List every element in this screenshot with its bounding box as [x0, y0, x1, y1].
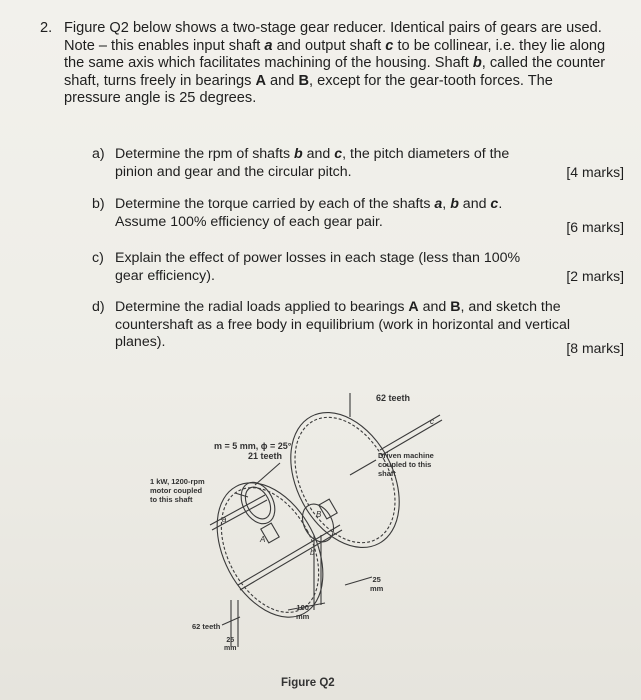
label-shaft-a: a — [222, 515, 227, 524]
text-run: c — [385, 37, 394, 54]
part-a — [92, 146, 632, 181]
part-label: a) — [92, 146, 105, 162]
large-gear-top — [269, 394, 421, 566]
text-run: . Assume 100% efficiency of each gear pair. — [115, 196, 503, 230]
text-run: , except for the gear-tooth forces. The pressure angle is 25 degrees. — [64, 72, 553, 107]
part-text — [115, 196, 545, 231]
bearing-B — [319, 499, 337, 519]
part-text — [115, 299, 575, 352]
text-run: Figure Q2 below shows a two-stage gear reducer. Identical pairs of gears are used. Note – this enables input shaft — [64, 20, 602, 54]
text-run: , and sketch the countershaft as a free body in equilibrium (work in horizontal and vertical planes). — [115, 299, 571, 351]
question-intro-text — [64, 20, 612, 108]
text-run: B — [298, 72, 309, 89]
part-marks: [4 marks] — [566, 164, 624, 180]
label-module: m = 5 mm, ϕ = 25° — [214, 441, 292, 451]
text-run: , called the counter shaft, turns freely in bearings — [64, 55, 606, 89]
label-bearing-A: A — [260, 535, 266, 544]
part-label: b) — [92, 196, 105, 212]
text-run: a — [434, 196, 443, 212]
text-run: B — [450, 299, 461, 315]
part-label: c) — [92, 250, 104, 266]
label-shaft-b: b — [310, 548, 315, 557]
text-run: and output shaft — [272, 37, 386, 54]
text-run: and — [458, 196, 491, 212]
text-run: , — [442, 196, 451, 212]
label-21-teeth: 21 teeth — [248, 451, 283, 461]
label-bearing-B: B — [316, 510, 322, 519]
figure-caption: Figure Q2 — [281, 677, 335, 689]
part-text — [115, 250, 545, 285]
text-run: and — [302, 146, 335, 162]
label-25mm-right: 25 mm — [370, 575, 384, 593]
text-run: , the pitch diameters of the pinion and gear and the circular pitch. — [115, 146, 510, 180]
text-run: Determine the radial loads applied to bearings — [115, 299, 409, 315]
text-run: and — [265, 72, 299, 89]
label-driven-machine: Driven machine coupled to this shaft — [378, 451, 434, 478]
text-run: A — [408, 299, 419, 315]
part-marks: [8 marks] — [566, 340, 624, 356]
part-marks: [6 marks] — [566, 219, 624, 235]
label-shaft-c: c — [430, 417, 434, 426]
text-run: a — [264, 37, 273, 54]
text-run: Determine the torque carried by each of the shafts — [115, 196, 435, 212]
label-25mm-bottom: 25 mm — [224, 637, 237, 652]
text-run: b — [294, 146, 303, 162]
label-100mm: 100 mm — [296, 603, 310, 621]
part-d — [92, 299, 632, 356]
part-c — [92, 250, 632, 285]
label-62-teeth-bottom: 62 teeth — [192, 622, 221, 631]
text-run: Determine the rpm of shafts — [115, 146, 294, 162]
text-run: and — [418, 299, 451, 315]
question-intro — [42, 20, 612, 108]
text-run: A — [255, 72, 266, 89]
part-text — [115, 146, 545, 181]
text-run: to be collinear, i.e. they lie along the same axis which facilitates machining of the housing. Shaft — [64, 37, 606, 72]
text-run: Explain the effect of power losses in each stage (less than 100% gear efficiency). — [115, 250, 521, 284]
large-gear-bottom — [196, 465, 345, 635]
text-run: b — [450, 196, 459, 212]
figure-q2 — [140, 385, 470, 655]
question-number: 2. — [40, 20, 53, 36]
part-label: d) — [92, 299, 105, 315]
text-run: c — [490, 196, 499, 212]
text-run: c — [334, 146, 343, 162]
label-62-teeth-top: 62 teeth — [376, 393, 411, 403]
text-run: b — [472, 55, 482, 72]
part-marks: [2 marks] — [566, 268, 624, 284]
label-motor: 1 kW, 1200-rpm motor coupled to this shaft — [150, 477, 205, 504]
part-b — [92, 196, 632, 235]
